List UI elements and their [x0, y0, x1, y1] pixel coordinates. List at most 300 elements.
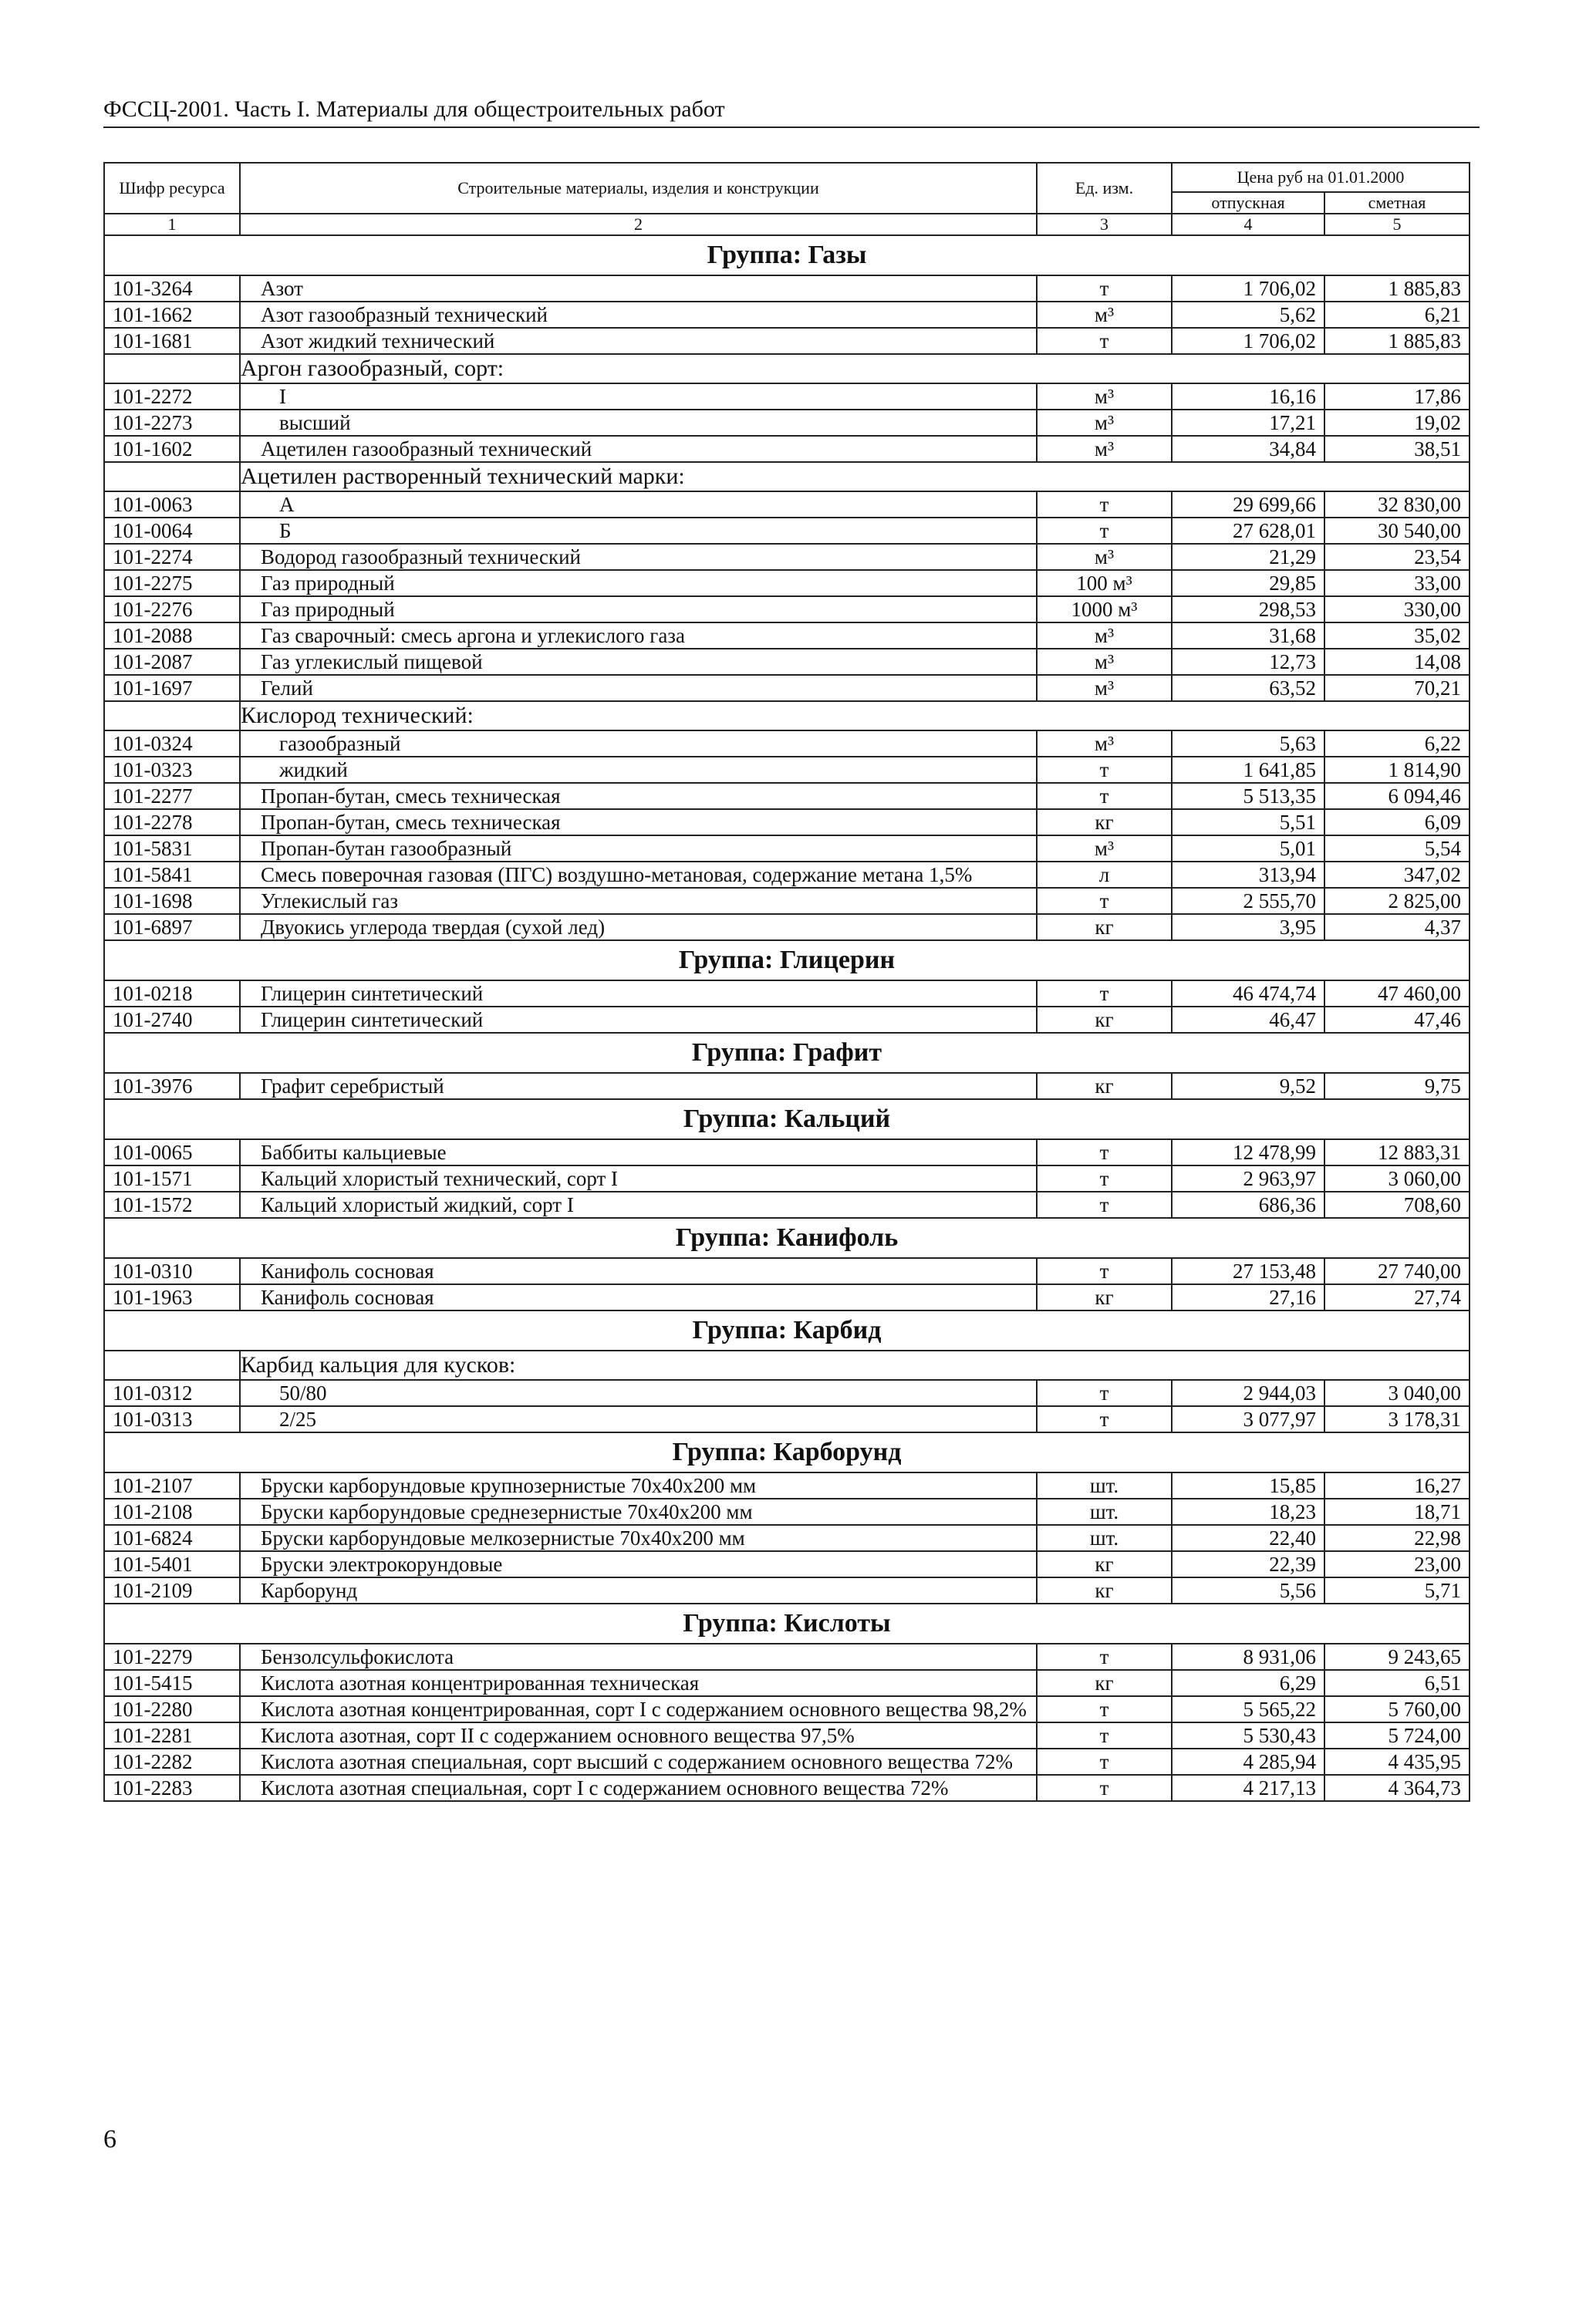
subgroup-code-cell	[104, 354, 240, 383]
release-price: 29,85	[1172, 570, 1324, 596]
unit-of-measure: м³	[1037, 302, 1172, 328]
header-estimate-price: сметная	[1324, 192, 1469, 214]
release-price: 27,16	[1172, 1284, 1324, 1310]
release-price: 2 555,70	[1172, 888, 1324, 914]
resource-code: 101-0310	[104, 1258, 240, 1284]
release-price: 313,94	[1172, 862, 1324, 888]
unit-of-measure: л	[1037, 862, 1172, 888]
material-name: I	[240, 383, 1037, 410]
unit-of-measure: кг	[1037, 1284, 1172, 1310]
header-unit: Ед. изм.	[1037, 163, 1172, 214]
unit-of-measure: т	[1037, 1380, 1172, 1406]
material-name: Азот жидкий технический	[240, 328, 1037, 354]
material-name: Смесь поверочная газовая (ПГС) воздушно-метановая, содержание метана 1,5%	[240, 862, 1037, 888]
table-row	[104, 518, 1469, 544]
material-name: Двуокись углерода твердая (сухой лед)	[240, 914, 1037, 940]
release-price: 29 699,66	[1172, 491, 1324, 518]
table-row	[104, 980, 1469, 1007]
release-price: 8 931,06	[1172, 1644, 1324, 1670]
resource-code: 101-6824	[104, 1525, 240, 1551]
resource-code: 101-3264	[104, 275, 240, 302]
release-price: 9,52	[1172, 1073, 1324, 1099]
estimate-price: 6,51	[1324, 1670, 1469, 1696]
unit-of-measure: т	[1037, 1775, 1172, 1801]
resource-code: 101-2274	[104, 544, 240, 570]
release-price: 298,53	[1172, 596, 1324, 622]
unit-of-measure: шт.	[1037, 1525, 1172, 1551]
group-heading: Группа: Глицерин	[104, 940, 1469, 980]
unit-of-measure: кг	[1037, 1577, 1172, 1604]
resource-code: 101-0064	[104, 518, 240, 544]
resource-code: 101-0218	[104, 980, 240, 1007]
unit-of-measure: т	[1037, 1696, 1172, 1722]
material-name: 50/80	[240, 1380, 1037, 1406]
table-row	[104, 730, 1469, 757]
estimate-price: 12 883,31	[1324, 1139, 1469, 1165]
release-price: 4 217,13	[1172, 1775, 1324, 1801]
unit-of-measure: шт.	[1037, 1499, 1172, 1525]
release-price: 4 285,94	[1172, 1749, 1324, 1775]
table-row	[104, 1073, 1469, 1099]
unit-of-measure: кг	[1037, 1670, 1172, 1696]
price-table-container	[103, 162, 1469, 1802]
unit-of-measure: м³	[1037, 835, 1172, 862]
release-price: 2 963,97	[1172, 1165, 1324, 1192]
release-price: 1 706,02	[1172, 328, 1324, 354]
table-row	[104, 835, 1469, 862]
unit-of-measure: т	[1037, 888, 1172, 914]
table-row	[104, 888, 1469, 914]
table-row	[104, 1696, 1469, 1722]
unit-of-measure: м³	[1037, 544, 1172, 570]
subgroup-heading-row	[104, 462, 1469, 491]
material-name: Глицерин синтетический	[240, 1007, 1037, 1033]
group-heading: Группа: Карборунд	[104, 1432, 1469, 1472]
estimate-price: 33,00	[1324, 570, 1469, 596]
resource-code: 101-1662	[104, 302, 240, 328]
release-price: 5,01	[1172, 835, 1324, 862]
group-heading-row	[104, 1218, 1469, 1258]
table-row	[104, 570, 1469, 596]
resource-code: 101-2282	[104, 1749, 240, 1775]
material-name: Пропан-бутан, смесь техническая	[240, 783, 1037, 809]
group-heading: Группа: Газы	[104, 235, 1469, 275]
subgroup-heading-row	[104, 701, 1469, 730]
material-name: Кислота азотная концентрированная, сорт I с содержанием основного вещества 98,2%	[240, 1696, 1037, 1722]
estimate-price: 38,51	[1324, 436, 1469, 462]
table-row	[104, 1749, 1469, 1775]
estimate-price: 16,27	[1324, 1472, 1469, 1499]
table-row	[104, 1499, 1469, 1525]
group-heading-row	[104, 1310, 1469, 1351]
resource-code: 101-1681	[104, 328, 240, 354]
release-price: 5,63	[1172, 730, 1324, 757]
group-heading: Группа: Кислоты	[104, 1604, 1469, 1644]
estimate-price: 27,74	[1324, 1284, 1469, 1310]
unit-of-measure: т	[1037, 1192, 1172, 1218]
material-name: Канифоль сосновая	[240, 1258, 1037, 1284]
release-price: 5,56	[1172, 1577, 1324, 1604]
group-heading: Группа: Карбид	[104, 1310, 1469, 1351]
estimate-price: 6 094,46	[1324, 783, 1469, 809]
estimate-price: 9 243,65	[1324, 1644, 1469, 1670]
material-name: Газ сварочный: смесь аргона и углекислого газа	[240, 622, 1037, 649]
resource-code: 101-2276	[104, 596, 240, 622]
estimate-price: 47 460,00	[1324, 980, 1469, 1007]
resource-code: 101-0063	[104, 491, 240, 518]
release-price: 2 944,03	[1172, 1380, 1324, 1406]
resource-code: 101-2280	[104, 1696, 240, 1722]
table-row	[104, 1670, 1469, 1696]
resource-code: 101-5415	[104, 1670, 240, 1696]
table-row	[104, 383, 1469, 410]
estimate-price: 5,54	[1324, 835, 1469, 862]
estimate-price: 30 540,00	[1324, 518, 1469, 544]
estimate-price: 3 178,31	[1324, 1406, 1469, 1432]
group-heading-row	[104, 1604, 1469, 1644]
material-name: Кислота азотная, сорт II с содержанием основного вещества 97,5%	[240, 1722, 1037, 1749]
release-price: 17,21	[1172, 410, 1324, 436]
material-name: Кислота азотная специальная, сорт I с содержанием основного вещества 72%	[240, 1775, 1037, 1801]
resource-code: 101-3976	[104, 1073, 240, 1099]
estimate-price: 17,86	[1324, 383, 1469, 410]
unit-of-measure: м³	[1037, 730, 1172, 757]
unit-of-measure: т	[1037, 1258, 1172, 1284]
estimate-price: 5 760,00	[1324, 1696, 1469, 1722]
material-name: Водород газообразный технический	[240, 544, 1037, 570]
table-row	[104, 675, 1469, 701]
estimate-price: 3 060,00	[1324, 1165, 1469, 1192]
resource-code: 101-2283	[104, 1775, 240, 1801]
material-name: Бруски электрокорундовые	[240, 1551, 1037, 1577]
table-row	[104, 275, 1469, 302]
resource-code: 101-2107	[104, 1472, 240, 1499]
release-price: 3 077,97	[1172, 1406, 1324, 1432]
unit-of-measure: м³	[1037, 675, 1172, 701]
estimate-price: 6,22	[1324, 730, 1469, 757]
estimate-price: 9,75	[1324, 1073, 1469, 1099]
material-name: газообразный	[240, 730, 1037, 757]
material-name: Кальций хлористый жидкий, сорт I	[240, 1192, 1037, 1218]
table-row	[104, 1380, 1469, 1406]
material-name: Газ природный	[240, 570, 1037, 596]
release-price: 12 478,99	[1172, 1139, 1324, 1165]
material-name: жидкий	[240, 757, 1037, 783]
resource-code: 101-2279	[104, 1644, 240, 1670]
table-row	[104, 544, 1469, 570]
estimate-price: 1 814,90	[1324, 757, 1469, 783]
material-name: Б	[240, 518, 1037, 544]
release-price: 16,16	[1172, 383, 1324, 410]
table-row	[104, 1551, 1469, 1577]
release-price: 5,62	[1172, 302, 1324, 328]
release-price: 1 706,02	[1172, 275, 1324, 302]
resource-code: 101-5841	[104, 862, 240, 888]
resource-code: 101-5401	[104, 1551, 240, 1577]
unit-of-measure: 100 м³	[1037, 570, 1172, 596]
table-row	[104, 1577, 1469, 1604]
unit-of-measure: т	[1037, 1139, 1172, 1165]
unit-of-measure: т	[1037, 1749, 1172, 1775]
group-heading-row	[104, 1432, 1469, 1472]
group-heading-row	[104, 1099, 1469, 1139]
group-heading: Группа: Графит	[104, 1033, 1469, 1073]
resource-code: 101-1698	[104, 888, 240, 914]
resource-code: 101-2740	[104, 1007, 240, 1033]
table-row	[104, 1139, 1469, 1165]
material-name: Гелий	[240, 675, 1037, 701]
material-name: Кислота азотная концентрированная техническая	[240, 1670, 1037, 1696]
release-price: 21,29	[1172, 544, 1324, 570]
resource-code: 101-2281	[104, 1722, 240, 1749]
unit-of-measure: т	[1037, 1644, 1172, 1670]
table-row	[104, 1007, 1469, 1033]
unit-of-measure: м³	[1037, 436, 1172, 462]
header-col-number: 1	[104, 214, 240, 235]
resource-code: 101-0312	[104, 1380, 240, 1406]
release-price: 31,68	[1172, 622, 1324, 649]
unit-of-measure: кг	[1037, 1073, 1172, 1099]
material-name: 2/25	[240, 1406, 1037, 1432]
unit-of-measure: т	[1037, 1406, 1172, 1432]
release-price: 5 530,43	[1172, 1722, 1324, 1749]
table-row	[104, 1644, 1469, 1670]
estimate-price: 47,46	[1324, 1007, 1469, 1033]
material-name: Газ углекислый пищевой	[240, 649, 1037, 675]
material-name: Азот газообразный технический	[240, 302, 1037, 328]
resource-code: 101-1571	[104, 1165, 240, 1192]
release-price: 34,84	[1172, 436, 1324, 462]
unit-of-measure: т	[1037, 328, 1172, 354]
unit-of-measure: т	[1037, 980, 1172, 1007]
release-price: 3,95	[1172, 914, 1324, 940]
estimate-price: 5,71	[1324, 1577, 1469, 1604]
table-row	[104, 809, 1469, 835]
release-price: 15,85	[1172, 1472, 1324, 1499]
table-row	[104, 757, 1469, 783]
table-row	[104, 596, 1469, 622]
material-name: Кальций хлористый технический, сорт I	[240, 1165, 1037, 1192]
estimate-price: 5 724,00	[1324, 1722, 1469, 1749]
release-price: 22,40	[1172, 1525, 1324, 1551]
release-price: 686,36	[1172, 1192, 1324, 1218]
release-price: 18,23	[1172, 1499, 1324, 1525]
estimate-price: 27 740,00	[1324, 1258, 1469, 1284]
release-price: 27 628,01	[1172, 518, 1324, 544]
estimate-price: 6,21	[1324, 302, 1469, 328]
release-price: 63,52	[1172, 675, 1324, 701]
unit-of-measure: шт.	[1037, 1472, 1172, 1499]
table-row	[104, 328, 1469, 354]
table-row	[104, 622, 1469, 649]
resource-code: 101-1697	[104, 675, 240, 701]
unit-of-measure: т	[1037, 1165, 1172, 1192]
subgroup-code-cell	[104, 462, 240, 491]
header-col-number: 4	[1172, 214, 1324, 235]
header-name: Строительные материалы, изделия и конструкции	[240, 163, 1037, 214]
estimate-price: 347,02	[1324, 862, 1469, 888]
material-name: Пропан-бутан газообразный	[240, 835, 1037, 862]
group-heading-row	[104, 235, 1469, 275]
table-row	[104, 1525, 1469, 1551]
estimate-price: 6,09	[1324, 809, 1469, 835]
estimate-price: 23,00	[1324, 1551, 1469, 1577]
estimate-price: 1 885,83	[1324, 328, 1469, 354]
material-name: высший	[240, 410, 1037, 436]
estimate-price: 1 885,83	[1324, 275, 1469, 302]
header-col-number: 2	[240, 214, 1037, 235]
resource-code: 101-6897	[104, 914, 240, 940]
release-price: 46 474,74	[1172, 980, 1324, 1007]
subgroup-heading: Карбид кальция для кусков:	[240, 1351, 1469, 1380]
estimate-price: 19,02	[1324, 410, 1469, 436]
price-table	[103, 162, 1470, 1802]
unit-of-measure: т	[1037, 1722, 1172, 1749]
resource-code: 101-0324	[104, 730, 240, 757]
estimate-price: 22,98	[1324, 1525, 1469, 1551]
material-name: Графит серебристый	[240, 1073, 1037, 1099]
table-row	[104, 302, 1469, 328]
material-name: Бруски карборундовые крупнозернистые 70х40х200 мм	[240, 1472, 1037, 1499]
material-name: Баббиты кальциевые	[240, 1139, 1037, 1165]
estimate-price: 330,00	[1324, 596, 1469, 622]
estimate-price: 4 435,95	[1324, 1749, 1469, 1775]
estimate-price: 70,21	[1324, 675, 1469, 701]
estimate-price: 2 825,00	[1324, 888, 1469, 914]
group-heading: Группа: Кальций	[104, 1099, 1469, 1139]
release-price: 5 565,22	[1172, 1696, 1324, 1722]
unit-of-measure: кг	[1037, 1551, 1172, 1577]
subgroup-heading-row	[104, 1351, 1469, 1380]
unit-of-measure: 1000 м³	[1037, 596, 1172, 622]
subgroup-heading: Кислород технический:	[240, 701, 1469, 730]
unit-of-measure: м³	[1037, 649, 1172, 675]
group-heading-row	[104, 940, 1469, 980]
estimate-price: 14,08	[1324, 649, 1469, 675]
resource-code: 101-2272	[104, 383, 240, 410]
resource-code: 101-0323	[104, 757, 240, 783]
material-name: Углекислый газ	[240, 888, 1037, 914]
resource-code: 101-2108	[104, 1499, 240, 1525]
resource-code: 101-0065	[104, 1139, 240, 1165]
material-name: Газ природный	[240, 596, 1037, 622]
release-price: 5 513,35	[1172, 783, 1324, 809]
release-price: 22,39	[1172, 1551, 1324, 1577]
estimate-price: 3 040,00	[1324, 1380, 1469, 1406]
page-number: 6	[103, 2125, 116, 2154]
table-row	[104, 410, 1469, 436]
material-name: Бруски карборундовые среднезернистые 70х40х200 мм	[240, 1499, 1037, 1525]
resource-code: 101-2087	[104, 649, 240, 675]
table-body	[104, 235, 1469, 1801]
page-header-title: ФССЦ-2001. Часть I. Материалы для общестроительных работ	[103, 93, 1480, 128]
estimate-price: 4 364,73	[1324, 1775, 1469, 1801]
header-col-number: 5	[1324, 214, 1469, 235]
table-row	[104, 1284, 1469, 1310]
resource-code: 101-1963	[104, 1284, 240, 1310]
table-header	[104, 163, 1469, 235]
material-name: Глицерин синтетический	[240, 980, 1037, 1007]
header-col-number: 3	[1037, 214, 1172, 235]
header-code: Шифр ресурса	[104, 163, 240, 214]
unit-of-measure: т	[1037, 757, 1172, 783]
table-row	[104, 862, 1469, 888]
material-name: Кислота азотная специальная, сорт высший с содержанием основного вещества 72%	[240, 1749, 1037, 1775]
subgroup-code-cell	[104, 1351, 240, 1380]
material-name: Бензолсульфокислота	[240, 1644, 1037, 1670]
resource-code: 101-2273	[104, 410, 240, 436]
table-row	[104, 1775, 1469, 1801]
header-price: Цена руб на 01.01.2000	[1172, 163, 1469, 192]
subgroup-heading: Ацетилен растворенный технический марки:	[240, 462, 1469, 491]
table-row	[104, 783, 1469, 809]
material-name: Бруски карборундовые мелкозернистые 70х40х200 мм	[240, 1525, 1037, 1551]
unit-of-measure: м³	[1037, 383, 1172, 410]
group-heading-row	[104, 1033, 1469, 1073]
table-row	[104, 1406, 1469, 1432]
resource-code: 101-0313	[104, 1406, 240, 1432]
table-row	[104, 1472, 1469, 1499]
resource-code: 101-1572	[104, 1192, 240, 1218]
release-price: 12,73	[1172, 649, 1324, 675]
release-price: 6,29	[1172, 1670, 1324, 1696]
resource-code: 101-2088	[104, 622, 240, 649]
table-row	[104, 436, 1469, 462]
header-release-price: отпускная	[1172, 192, 1324, 214]
material-name: А	[240, 491, 1037, 518]
estimate-price: 23,54	[1324, 544, 1469, 570]
resource-code: 101-1602	[104, 436, 240, 462]
estimate-price: 708,60	[1324, 1192, 1469, 1218]
table-row	[104, 1258, 1469, 1284]
release-price: 46,47	[1172, 1007, 1324, 1033]
release-price: 5,51	[1172, 809, 1324, 835]
release-price: 27 153,48	[1172, 1258, 1324, 1284]
subgroup-code-cell	[104, 701, 240, 730]
subgroup-heading-row	[104, 354, 1469, 383]
material-name: Азот	[240, 275, 1037, 302]
unit-of-measure: кг	[1037, 914, 1172, 940]
unit-of-measure: т	[1037, 783, 1172, 809]
subgroup-heading: Аргон газообразный, сорт:	[240, 354, 1469, 383]
table-row	[104, 491, 1469, 518]
unit-of-measure: кг	[1037, 809, 1172, 835]
table-row	[104, 1165, 1469, 1192]
estimate-price: 32 830,00	[1324, 491, 1469, 518]
estimate-price: 35,02	[1324, 622, 1469, 649]
resource-code: 101-2109	[104, 1577, 240, 1604]
unit-of-measure: кг	[1037, 1007, 1172, 1033]
resource-code: 101-2275	[104, 570, 240, 596]
estimate-price: 18,71	[1324, 1499, 1469, 1525]
material-name: Карборунд	[240, 1577, 1037, 1604]
unit-of-measure: т	[1037, 275, 1172, 302]
resource-code: 101-5831	[104, 835, 240, 862]
unit-of-measure: т	[1037, 491, 1172, 518]
unit-of-measure: м³	[1037, 622, 1172, 649]
release-price: 1 641,85	[1172, 757, 1324, 783]
group-heading: Группа: Канифоль	[104, 1218, 1469, 1258]
resource-code: 101-2277	[104, 783, 240, 809]
table-row	[104, 1722, 1469, 1749]
table-row	[104, 914, 1469, 940]
material-name: Ацетилен газообразный технический	[240, 436, 1037, 462]
table-row	[104, 649, 1469, 675]
table-row	[104, 1192, 1469, 1218]
material-name: Пропан-бутан, смесь техническая	[240, 809, 1037, 835]
unit-of-measure: т	[1037, 518, 1172, 544]
material-name: Канифоль сосновая	[240, 1284, 1037, 1310]
